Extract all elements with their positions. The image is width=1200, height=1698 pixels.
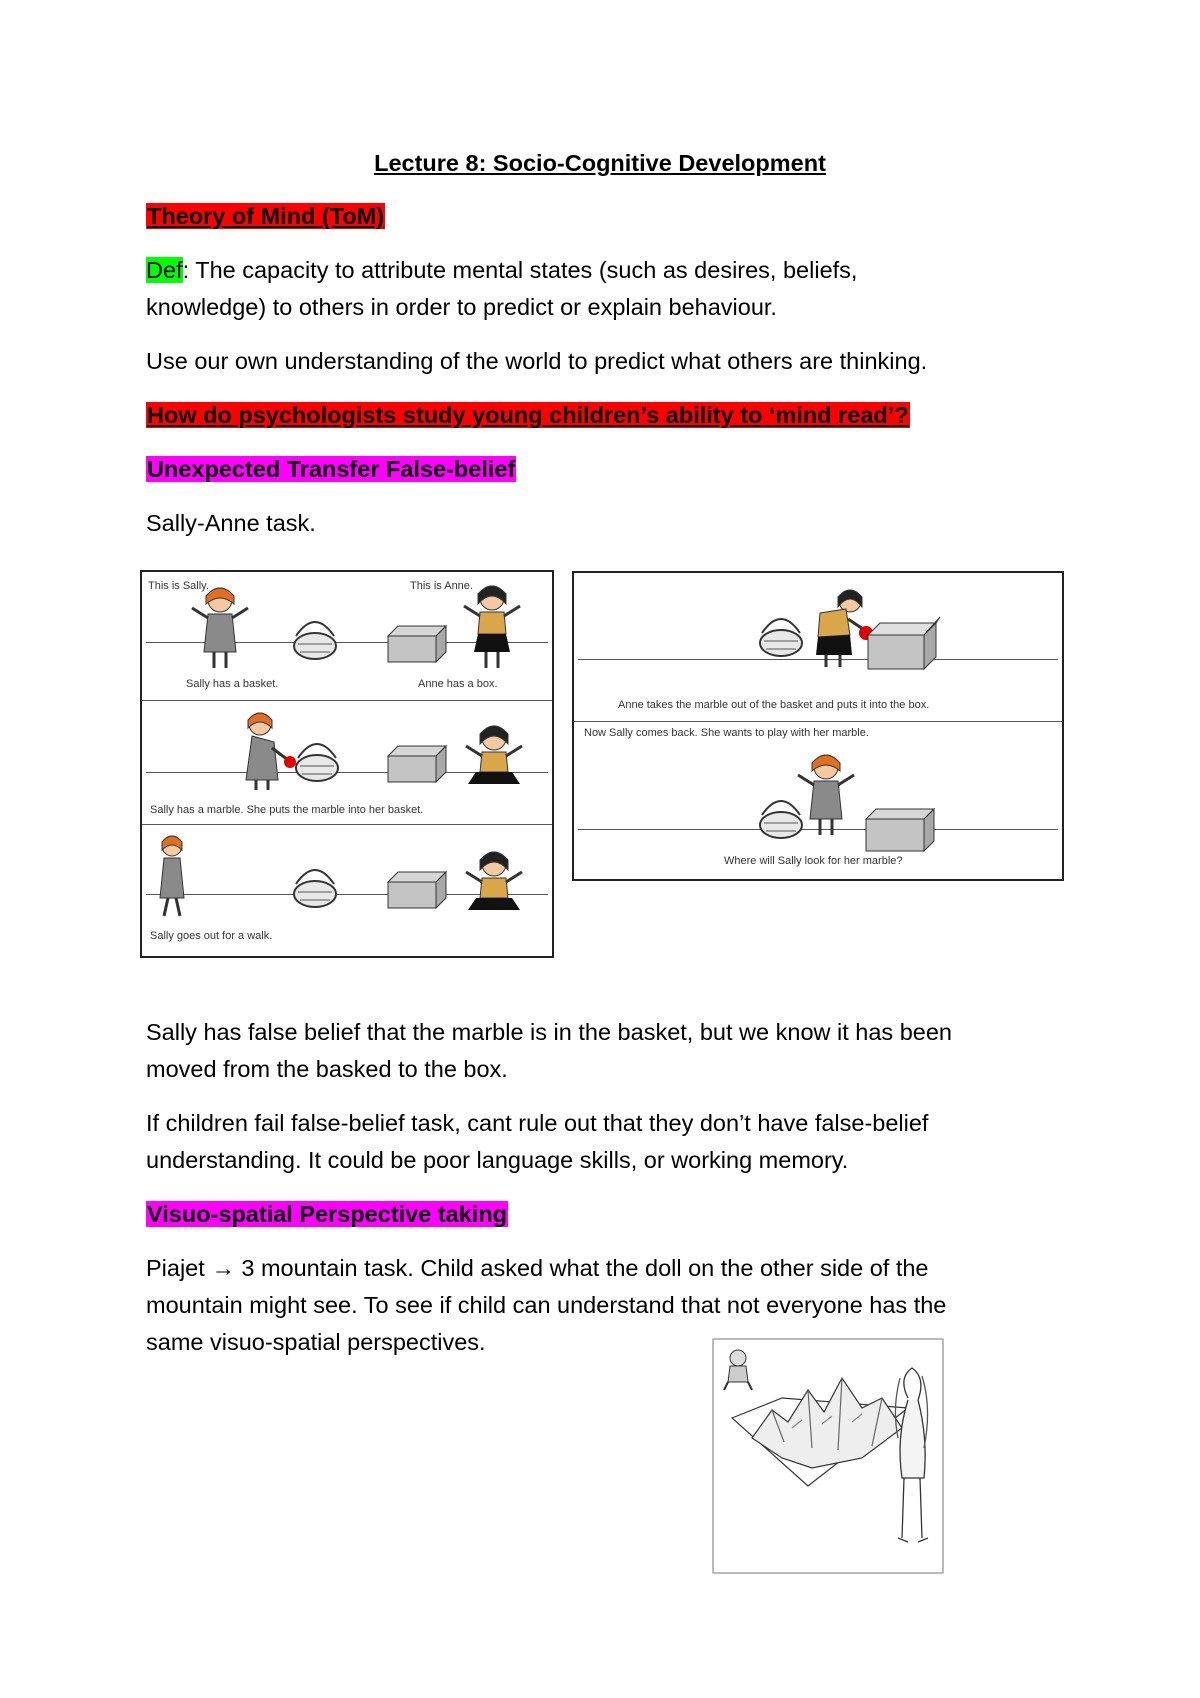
caption-this-is-sally: This is Sally. [148,580,209,592]
sally-walking-icon [152,832,192,922]
anne-sitting-icon [462,848,526,918]
arrow-icon: → [211,1255,235,1281]
box-icon [386,744,448,784]
sally-figure-icon [796,749,856,841]
sally-anne-label: Sally-Anne task. [146,510,316,536]
sally-figure-icon [190,582,250,672]
fail-line-2: understanding. It could be poor language skills, or working memory. [146,1147,849,1173]
caption-sally-basket: Sally has a basket. [186,678,279,690]
basket-icon [292,736,342,786]
basket-icon [290,614,340,664]
anne-sitting-icon [462,722,526,792]
open-box-icon [864,617,944,673]
definition-text-1: : The capacity to attribute mental states (such as desires, beliefs, [182,257,858,283]
heading-unexpected-transfer [146,451,516,488]
strip-divider [142,700,552,701]
heading-visuo-spatial-text: Visuo-spatial Perspective taking [147,1201,508,1227]
caption-sally-back: Now Sally comes back. She wants to play with her marble. [584,727,869,739]
caption-anne-takes: Anne takes the marble out of the basket and puts it into the box. [618,699,930,711]
piajet-line-2: mountain might see. To see if child can understand that not everyone has the [146,1292,947,1318]
basket-icon [290,862,340,912]
three-mountain-illustration [712,1338,944,1574]
sally-anne-comic-right [572,571,1064,881]
piajet-line-3: same visuo-spatial perspectives. [146,1329,486,1355]
caption-anne-box: Anne has a box. [418,678,498,690]
fail-line-1: If children fail false-belief task, cant rule out that they don’t have false-belief [146,1110,929,1136]
heading-how-study [146,397,910,434]
heading-theory-of-mind-text: Theory of Mind (ToM) [147,203,385,229]
page-title: Lecture 8: Socio-Cognitive Development [374,150,826,176]
use-line: Use our own understanding of the world to predict what others are thinking. [146,348,928,374]
box-icon [386,624,448,664]
strip-divider [574,721,1062,722]
piajet-pre: Piajet [146,1255,212,1281]
anne-figure-icon [462,580,522,672]
caption-sally-walk: Sally goes out for a walk. [150,930,273,942]
caption-this-is-anne: This is Anne. [410,580,473,592]
definition-line-2: knowledge) to others in order to predict or explain behaviour. [146,294,777,320]
definition-line-1 [146,252,857,289]
false-belief-line-1: Sally has false belief that the marble is in the basket, but we know it has been [146,1019,952,1045]
piajet-text-1: 3 mountain task. Child asked what the doll on the other side of the [234,1255,929,1281]
anne-bending-icon [810,585,872,669]
box-icon [864,807,936,855]
heading-visuo-spatial [146,1196,508,1233]
heading-unexpected-transfer-text: Unexpected Transfer False-belief [147,456,516,482]
sally-anne-comic-left [140,570,554,958]
def-label: Def [146,257,183,283]
heading-how-study-text: How do psychologists study young children’s ability to ‘mind read’? [147,402,909,428]
sally-bending-icon [238,708,298,792]
false-belief-line-2: moved from the basked to the box. [146,1056,508,1082]
caption-where-look: Where will Sally look for her marble? [724,855,903,867]
caption-sally-marble: Sally has a marble. She puts the marble into her basket. [150,804,424,816]
basket-icon [756,611,806,661]
strip-divider [142,824,552,825]
heading-theory-of-mind [146,198,385,235]
box-icon [386,870,448,910]
piajet-line-1 [146,1250,929,1287]
